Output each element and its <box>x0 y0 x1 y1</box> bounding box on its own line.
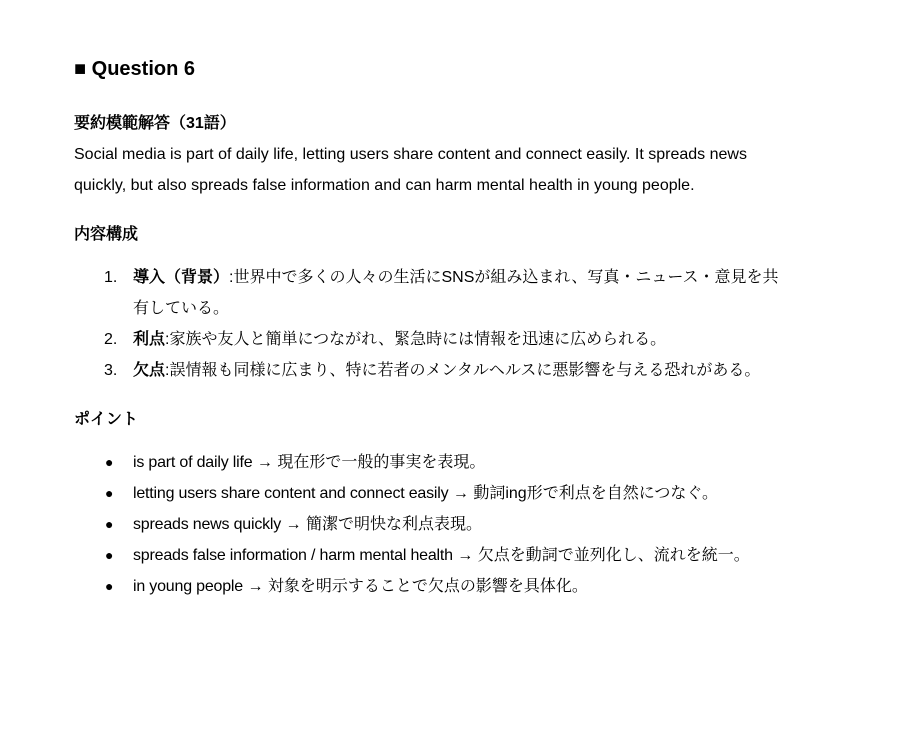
structure-item <box>74 355 794 386</box>
point-item <box>74 509 794 540</box>
document-page <box>74 56 794 620</box>
point-text: → 対象を明示することで欠点の影響を具体化。 <box>243 578 588 595</box>
point-phrase: is part of daily life <box>133 454 253 471</box>
item-term: 導入（背景） <box>133 269 230 286</box>
item-term: 利点 <box>133 331 166 348</box>
point-item <box>74 571 794 602</box>
point-item <box>74 447 794 478</box>
item-text: :誤情報も同様に広まり、特に若者のメンタルヘルスに悪影響を与える恐れがある。 <box>165 362 761 379</box>
bullet-icon: ● <box>105 454 114 470</box>
point-text: → 現在形で一般的事実を表現。 <box>252 454 486 471</box>
structure-item <box>74 262 794 324</box>
point-phrase: spreads news quickly <box>133 516 282 533</box>
point-text: → 簡潔で明快な利点表現。 <box>281 516 482 533</box>
point-phrase: in young people <box>133 578 243 595</box>
points-list <box>74 447 794 602</box>
point-item <box>74 540 794 571</box>
point-phrase: letting users share content and connect easily <box>133 485 449 502</box>
point-text: → 欠点を動詞で並列化し、流れを統一。 <box>452 547 750 564</box>
point-phrase: spreads false information / harm mental health <box>133 547 453 564</box>
summary-text: Social media is part of daily life, letting users share content and connect easily. It spreads news quickly, but also spreads false information and can harm mental health in young people. <box>74 146 747 194</box>
structure-list <box>74 262 794 386</box>
item-number: 3. <box>104 362 118 379</box>
structure-item <box>74 324 794 355</box>
summary-label: 要約模範解答（31語） <box>74 115 236 132</box>
bullet-icon: ● <box>105 578 114 594</box>
bullet-icon: ● <box>105 547 114 563</box>
item-term: 欠点 <box>133 362 166 379</box>
bullet-icon: ● <box>105 516 114 532</box>
item-text: :世界中で多くの人々の生活にSNSが組み込まれ、写真・ニュース・意見を共有している。 <box>133 269 779 317</box>
question-heading: ■ Question 6 <box>74 58 195 80</box>
item-number: 2. <box>104 331 118 348</box>
item-text: :家族や友人と簡単につながれ、緊急時には情報を迅速に広められる。 <box>165 331 667 348</box>
structure-label: 内容構成 <box>74 226 139 243</box>
points-label: ポイント <box>74 411 139 428</box>
item-number: 1. <box>104 269 118 286</box>
point-item <box>74 478 794 509</box>
point-text: → 動詞ing形で利点を自然につなぐ。 <box>448 485 719 502</box>
bullet-icon: ● <box>105 485 114 501</box>
